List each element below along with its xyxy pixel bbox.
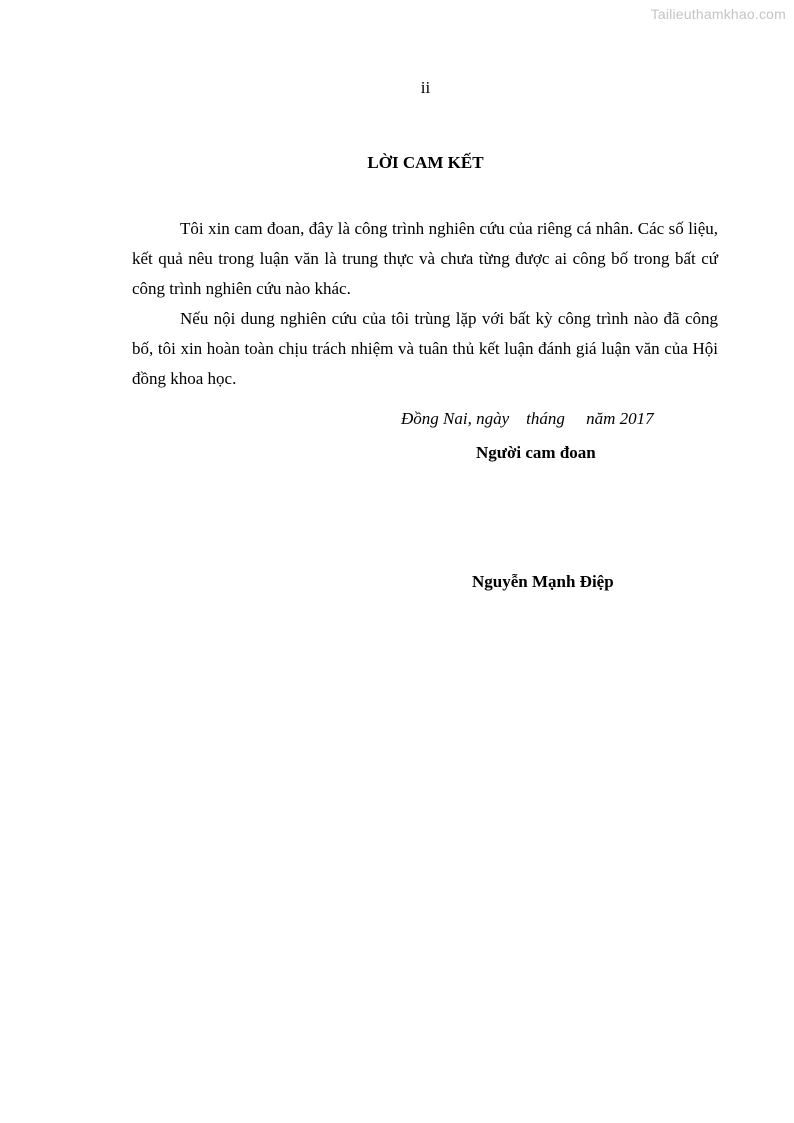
signer-role: Người cam đoan (476, 443, 596, 462)
page-title: LỜI CAM KẾT (367, 153, 484, 172)
place-date-line: Đồng Nai, ngày tháng năm 2017 (401, 409, 654, 428)
declaration-body (132, 214, 718, 394)
paragraph-2: Nếu nội dung nghiên cứu của tôi trùng lặp với bất kỳ công trình nào đã công bố, tôi xin hoàn toàn chịu trách nhiệm và tuân thủ kết luận đánh giá luận văn của Hội đồng khoa học. (132, 309, 718, 388)
page-number: ii (420, 78, 431, 97)
signer-name: Nguyễn Mạnh Điệp (472, 572, 614, 591)
watermark-text: Tailieuthamkhao.com (650, 6, 786, 22)
paragraph-1: Tôi xin cam đoan, đây là công trình nghiên cứu của riêng cá nhân. Các số liệu, kết quả nêu trong luận văn là trung thực và chưa từng được ai công bố trong bất cứ công trình nghiên cứu nào khác. (132, 219, 718, 298)
